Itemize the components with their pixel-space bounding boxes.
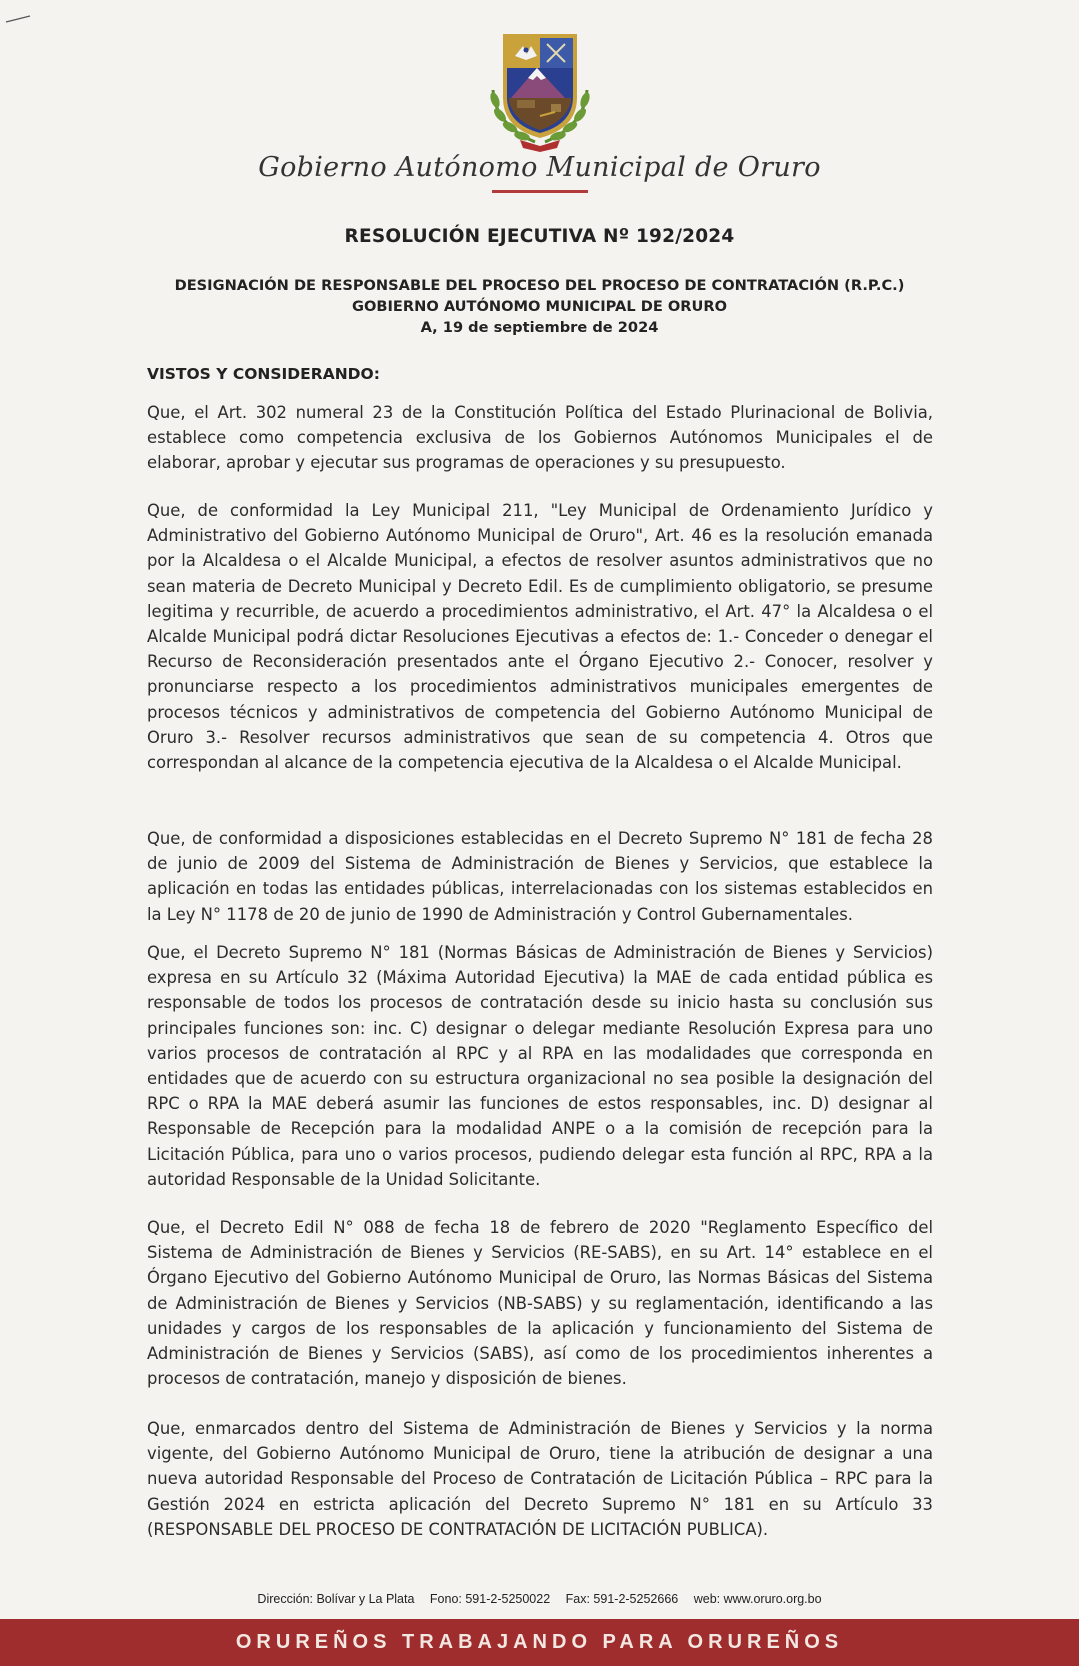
subtitle-government: GOBIERNO AUTÓNOMO MUNICIPAL DE ORURO	[351, 298, 728, 315]
subtitle-designation: DESIGNACIÓN DE RESPONSABLE DEL PROCESO DEL PROCESO DE CONTRATACIÓN (R.P.C.)	[174, 277, 905, 294]
slogan-text: ORUREÑOS TRABAJANDO PARA ORUREÑOS	[235, 1631, 844, 1653]
paragraph: Que, el Art. 302 numeral 23 de la Constitución Política del Estado Plurinacional de Bolivia, establece como competencia exclusiva de los Gobiernos Autónomos Municipales el de elaborar, aprobar y ejecutar sus programas de operaciones y su presupuesto.	[147, 403, 933, 473]
footer-contact	[0, 1592, 1079, 1606]
paragraph: Que, de conformidad la Ley Municipal 211, "Ley Municipal de Ordenamiento Jurídico y Administrativo del Gobierno Autónomo Municipal de Oruro", Art. 46 es la resolución emanada por la Alcaldesa o el Alcalde Municipal, a efectos de resolver asuntos administrativos que no sean materia de Decreto Municipal y Decreto Edil. Es de cumplimiento obligatorio, se presume legitima y recurrible, de acuerdo a procedimientos administrativo, el Art. 47° la Alcaldesa o el Alcalde Municipal podrá dictar Resoluciones Ejecutivas a efectos de: 1.- Conceder o denegar el Recurso de Reconsideración presentados ante el Órgano Ejecutivo 2.- Conocer, resolver y pronunciarse respecto a los procedimientos administrativos municipales emergentes de procesos técnicos y administrativos de competencia del Gobierno Autónomo Municipal de Oruro 3.- Resolver recursos administrativos que sean de su competencia 4. Otros que correspondan al alcance de la competencia ejecutiva de la Alcaldesa o el Alcalde Municipal.	[147, 501, 933, 773]
footer-web-link[interactable]: web: www.oruro.org.bo	[693, 1592, 822, 1606]
paragraph: Que, el Decreto Edil N° 088 de fecha 18 de febrero de 2020 "Reglamento Específico del Sistema de Administración de Bienes y Servicios (RE-SABS), en su Art. 14° establece en el Órgano Ejecutivo del Gobierno Autónomo Municipal de Oruro, las Normas Básicas del Sistema de Administración de Bienes y Servicios (NB-SABS) y su reglamentación, identificando a las unidades y cargos de los responsables de la aplicación y funcionamiento del Sistema de Administración de Bienes y Servicios (SABS), así como de los procedimientos inherentes a procesos de contratación, manejo y disposición de bienes.	[147, 1218, 933, 1389]
document-date: A, 19 de septiembre de 2024	[420, 319, 659, 336]
paragraph: Que, enmarcados dentro del Sistema de Administración de Bienes y Servicios y la norma vigente, del Gobierno Autónomo Municipal de Oruro, tiene la atribución de designar a una nueva autoridad Responsable del Proceso de Contratación de Licitación Pública – RPC para la Gestión 2024 en estricta aplicación del Decreto Supremo N° 181 en su Artículo 33 (RESPONSABLE DEL PROCESO DE CONTRATACIÓN DE LICITACIÓN PUBLICA).	[147, 1419, 933, 1539]
title-underline	[492, 190, 588, 193]
paragraph: Que, el Decreto Supremo N° 181 (Normas Básicas de Administración de Bienes y Servicios) expresa en su Artículo 32 (Máxima Autoridad Ejecutiva) la MAE de cada entidad pública es responsable de todos los procesos de contratación desde su inicio hasta su conclusión sus principales funciones son: inc. C) designar o delegar mediante Resolución Expresa para uno varios procesos de contratación al RPC y al RPA en las modalidades que corresponda en entidades que de acuerdo con su estructura organizacional no sea posible la designación del RPC o RPA la MAE deberá asumir las funciones de estos responsables, inc. D) designar al Responsable de Recepción para la modalidad ANPE o a la comisión de recepción para la Licitación Pública, para uno o varios procesos, pudiendo delegar esta función al RPC, RPA a la autoridad Responsable de la Unidad Solicitante.	[147, 943, 933, 1189]
paragraph: Que, de conformidad a disposiciones establecidas en el Decreto Supremo N° 181 de fecha 28 de junio de 2009 del Sistema de Administración de Bienes y Servicios, que establece la aplicación en todas las entidades públicas, interrelacionadas con los sistemas establecidos en la Ley N° 1178 de 20 de junio de 1990 de Administración y Control Gubernamentales.	[147, 829, 933, 924]
resolution-title: RESOLUCIÓN EJECUTIVA Nº 192/2024	[344, 226, 735, 247]
section-heading: VISTOS Y CONSIDERANDO:	[147, 365, 380, 383]
slogan-banner	[0, 1619, 1079, 1666]
footer-fax: Fax: 591-2-5252666	[565, 1592, 679, 1606]
municipal-crest-icon	[465, 20, 615, 155]
scan-mark-icon	[4, 14, 34, 26]
organization-name: Gobierno Autónomo Municipal de Oruro	[258, 152, 821, 183]
footer-phone: Fono: 591-2-5250022	[429, 1592, 551, 1606]
footer-address: Dirección: Bolívar y La Plata	[257, 1592, 415, 1606]
